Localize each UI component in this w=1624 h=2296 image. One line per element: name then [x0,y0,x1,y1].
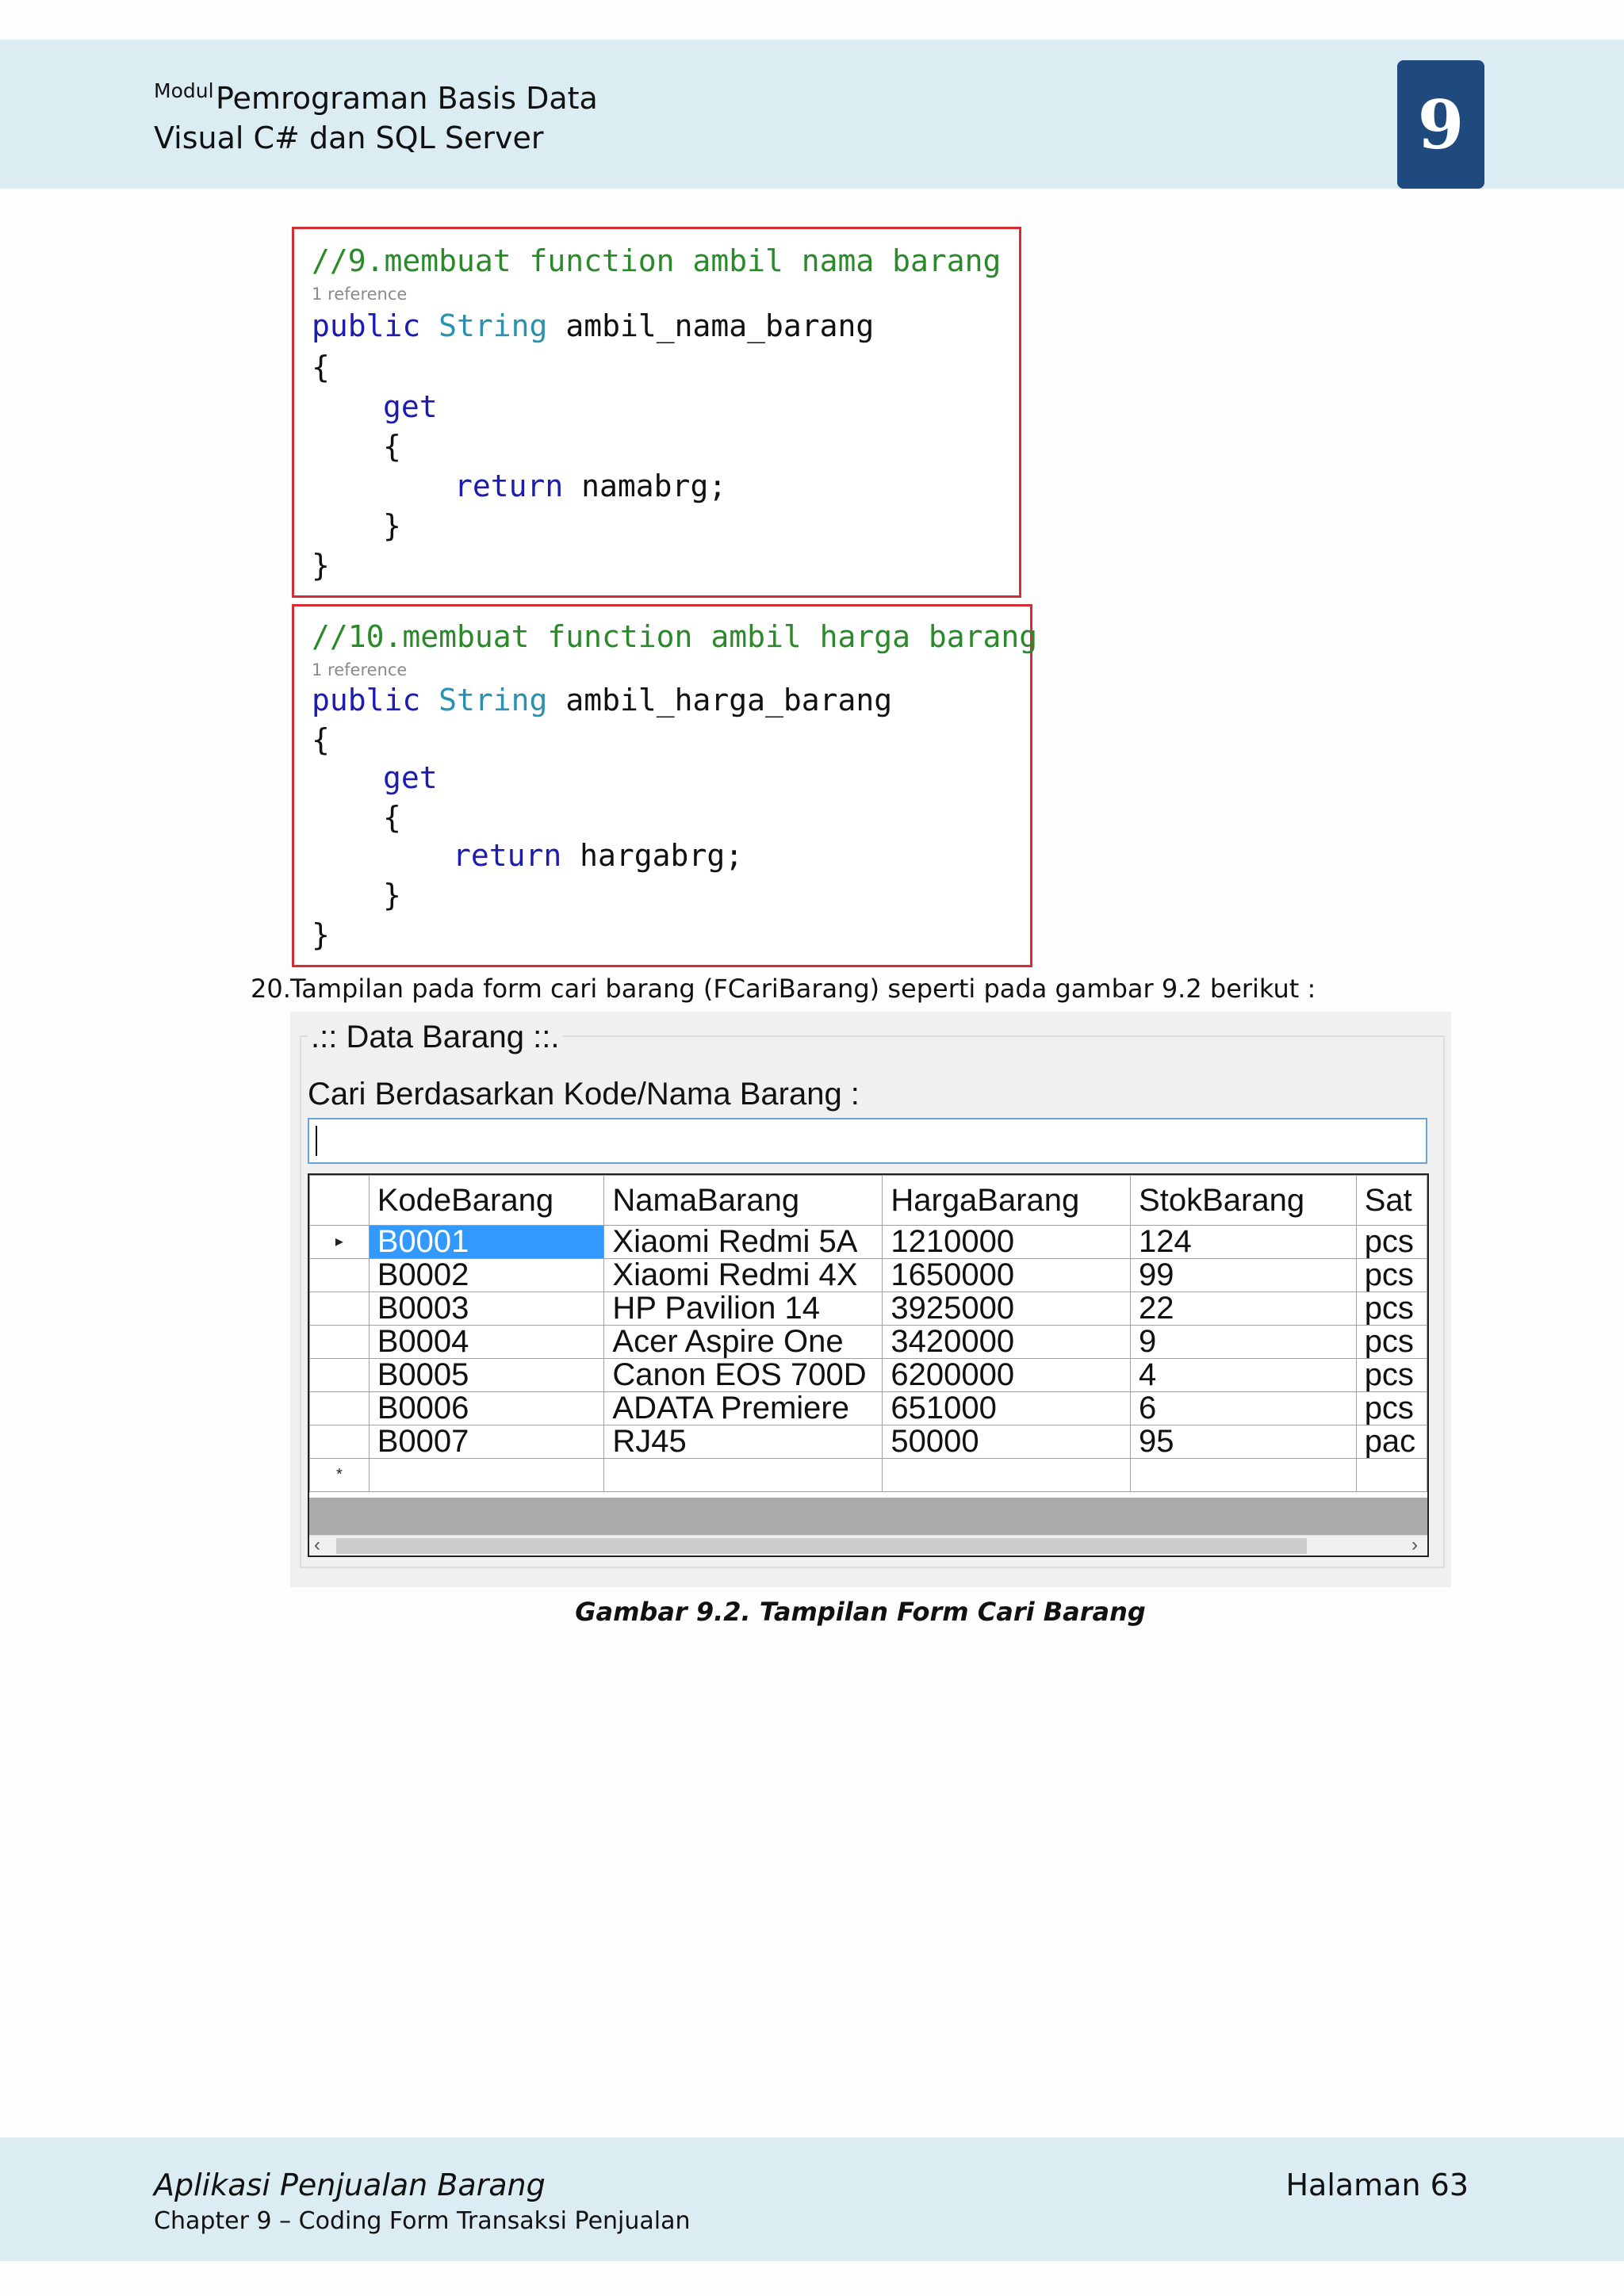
cell-nama[interactable]: ADATA Premiere [604,1392,883,1425]
column-header-stok[interactable]: StokBarang [1131,1176,1357,1226]
cell-kode[interactable]: B0002 [369,1259,604,1292]
column-header-satuan[interactable]: Sat [1356,1176,1427,1226]
cell-nama[interactable]: Acer Aspire One [604,1326,883,1359]
table-row[interactable] [310,1292,1427,1326]
page-number: Halaman 63 [1285,2168,1469,2202]
cell-nama[interactable]: Xiaomi Redmi 4X [604,1259,883,1292]
row-header-corner [310,1176,370,1226]
code-comment: //9.membuat function ambil nama barang [312,243,1002,278]
row-header[interactable] [310,1359,370,1392]
module-title: Pemrograman Basis Data [216,81,598,116]
keyword-get: get [383,389,438,424]
scroll-right-icon[interactable]: › [1411,1534,1418,1556]
cell-nama[interactable]: RJ45 [604,1425,883,1459]
reference-count: 1 reference [312,660,408,679]
row-header[interactable] [310,1259,370,1292]
inner-close-brace: } [383,508,401,543]
column-header-harga[interactable]: HargaBarang [883,1176,1131,1226]
table-row[interactable] [310,1425,1427,1459]
cell-harga[interactable]: 6200000 [883,1359,1131,1392]
new-cell[interactable] [369,1459,604,1492]
cell-stok[interactable]: 22 [1131,1292,1357,1326]
inner-open-brace: { [383,800,401,835]
type-string: String [439,683,548,718]
property-name: ambil_nama_barang [565,308,875,343]
close-brace: } [312,548,330,583]
cell-kode[interactable]: B0004 [369,1326,604,1359]
cell-harga[interactable]: 50000 [883,1425,1131,1459]
cell-nama[interactable]: Xiaomi Redmi 5A [604,1226,883,1259]
code-block-ambil-harga-barang [292,604,1038,967]
cell-stok[interactable]: 99 [1131,1259,1357,1292]
table-row[interactable] [310,1359,1427,1392]
list-item-number: 20. [251,974,291,1004]
type-string: String [439,308,548,343]
cell-satuan[interactable]: pcs [1356,1326,1427,1359]
keyword-public: public [312,683,421,718]
return-statement [454,469,726,503]
return-statement [453,838,743,873]
cell-stok[interactable]: 124 [1131,1226,1357,1259]
cell-satuan[interactable]: pcs [1356,1359,1427,1392]
cell-kode[interactable]: B0003 [369,1292,604,1326]
column-header-nama[interactable]: NamaBarang [604,1176,883,1226]
return-value: namabrg; [581,469,727,503]
open-brace: { [312,350,330,385]
table-row[interactable] [310,1392,1427,1425]
cell-kode[interactable]: B0007 [369,1425,604,1459]
cell-harga[interactable]: 1210000 [883,1226,1131,1259]
cell-satuan[interactable]: pcs [1356,1259,1427,1292]
keyword-get: get [383,760,438,795]
inner-open-brace: { [383,429,401,464]
cell-stok[interactable]: 6 [1131,1392,1357,1425]
cell-harga[interactable]: 651000 [883,1392,1131,1425]
cell-nama[interactable]: Canon EOS 700D [604,1359,883,1392]
cell-harga[interactable]: 3420000 [883,1326,1131,1359]
module-subtitle: Visual C# dan SQL Server [154,121,544,155]
inner-close-brace: } [383,878,401,913]
grid-header-row [310,1176,1427,1226]
new-row[interactable] [310,1459,1427,1492]
keyword-return: return [453,838,562,873]
column-header-kode[interactable]: KodeBarang [369,1176,604,1226]
cell-kode[interactable]: B0001 [369,1226,604,1259]
search-label: Cari Berdasarkan Kode/Nama Barang : [308,1077,860,1112]
row-header[interactable] [310,1292,370,1326]
cell-kode[interactable]: B0006 [369,1392,604,1425]
code-signature [312,683,892,718]
cell-satuan[interactable]: pcs [1356,1392,1427,1425]
chapter-badge: 9 [1397,60,1484,189]
code-signature [312,308,874,343]
keyword-return: return [454,469,564,503]
new-cell[interactable] [883,1459,1131,1492]
keyword-public: public [312,308,421,343]
footer-title: Aplikasi Penjualan Barang [154,2168,546,2202]
cell-kode[interactable]: B0005 [369,1359,604,1392]
text-caret [316,1126,317,1156]
row-header[interactable] [310,1425,370,1459]
search-input[interactable] [308,1118,1427,1164]
new-cell[interactable] [1131,1459,1357,1492]
cell-stok[interactable]: 95 [1131,1425,1357,1459]
current-row-indicator-icon[interactable]: ▸ [310,1226,370,1259]
code-comment: //10.membuat function ambil harga barang [312,619,1038,654]
new-cell[interactable] [1356,1459,1427,1492]
reference-count: 1 reference [312,285,408,304]
scrollbar-thumb[interactable] [336,1538,1307,1554]
new-row-asterisk-icon[interactable]: * [310,1459,370,1492]
cell-harga[interactable]: 3925000 [883,1292,1131,1326]
cell-satuan[interactable]: pcs [1356,1226,1427,1259]
list-item-text: Tampilan pada form cari barang (FCariBarang) seperti pada gambar 9.2 berikut : [290,974,1316,1004]
scroll-left-icon[interactable]: ‹ [314,1534,320,1556]
return-value: hargabrg; [580,838,744,873]
table-row[interactable] [310,1326,1427,1359]
table-row[interactable] [310,1226,1427,1259]
close-brace: } [312,917,330,952]
property-name: ambil_harga_barang [565,683,893,718]
cell-stok[interactable]: 9 [1131,1326,1357,1359]
new-cell[interactable] [604,1459,883,1492]
cell-nama[interactable]: HP Pavilion 14 [604,1292,883,1326]
data-grid-barang[interactable] [308,1173,1429,1557]
cell-satuan[interactable]: pcs [1356,1292,1427,1326]
form-cari-barang [290,1012,1451,1587]
footer-chapter: Chapter 9 – Coding Form Transaksi Penjualan [154,2207,691,2235]
grid-table [309,1175,1427,1492]
open-brace: { [312,722,330,757]
code-block-ambil-nama-barang [292,227,1021,598]
horizontal-scrollbar[interactable] [309,1535,1427,1556]
row-header[interactable] [310,1392,370,1425]
modul-label: Modul [154,79,214,102]
cell-stok[interactable]: 4 [1131,1359,1357,1392]
cell-harga[interactable]: 1650000 [883,1259,1131,1292]
figure-caption: Gambar 9.2. Tampilan Form Cari Barang [575,1597,1146,1627]
group-title: .:: Data Barang ::. [308,1020,563,1055]
grid-empty-area [309,1498,1427,1535]
table-row[interactable] [310,1259,1427,1292]
row-header[interactable] [310,1326,370,1359]
cell-satuan[interactable]: pac [1356,1425,1427,1459]
